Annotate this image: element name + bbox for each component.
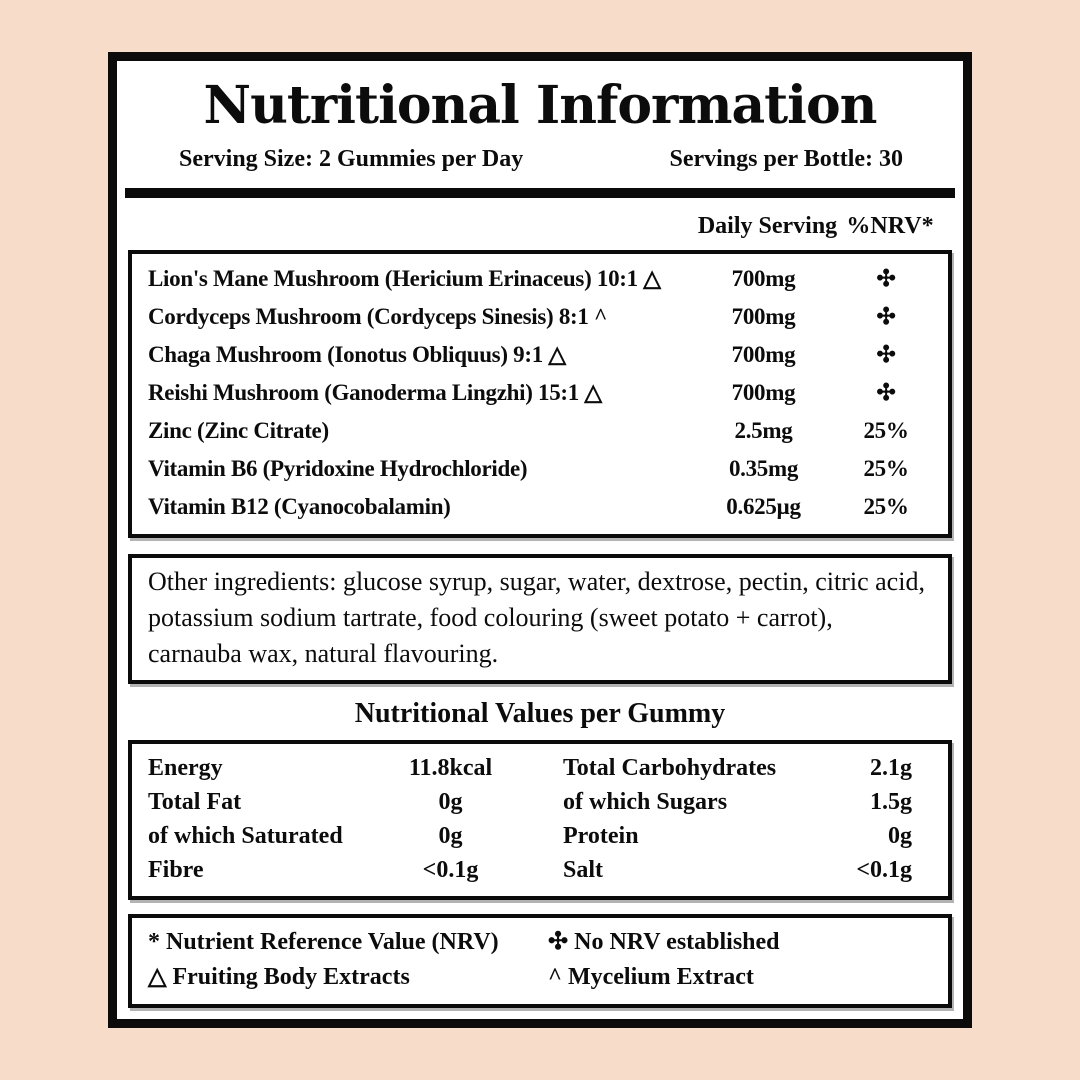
ingredient-amount: 700mg [731, 266, 796, 291]
table-row [148, 450, 936, 488]
ingredient-name: Vitamin B12 (Cyanocobalamin) [148, 494, 451, 519]
ingredient-nrv-percent: 25% [863, 418, 909, 443]
nutrition-label-card [108, 52, 972, 1028]
footnote-fruiting-body: △ Fruiting Body Extracts [148, 964, 410, 990]
column-header-daily-serving: Daily Serving [697, 212, 838, 239]
value-amount: 0g [888, 823, 912, 849]
no-nrv-cross-icon: ✣ [876, 266, 896, 291]
no-nrv-cross-icon: ✣ [876, 380, 896, 405]
no-nrv-cross-icon: ✣ [876, 342, 896, 367]
table-row [148, 374, 936, 412]
value-label: Protein [563, 823, 639, 849]
value-amount: 2.1g [870, 755, 912, 781]
table-row [148, 336, 936, 374]
ingredient-amount: 700mg [731, 304, 796, 329]
ingredient-amount: 700mg [731, 342, 796, 367]
value-amount: 0g [438, 789, 463, 815]
ingredient-amount: 0.625µg [726, 494, 801, 519]
value-amount: <0.1g [422, 857, 479, 883]
supplement-table [128, 250, 952, 538]
servings-per-bottle-text: Servings per Bottle: 30 [669, 146, 903, 172]
no-nrv-cross-icon: ✣ [876, 304, 896, 329]
footnote-nrv-definition: * Nutrient Reference Value (NRV) [148, 929, 499, 955]
ingredient-amount: 0.35mg [728, 456, 799, 481]
value-amount: 0g [438, 823, 463, 849]
ingredient-name: Vitamin B6 (Pyridoxine Hydrochloride) [148, 456, 528, 481]
column-header-nrv: %NRV* [846, 212, 934, 239]
ingredient-nrv-percent: 25% [863, 456, 909, 481]
table-row [148, 298, 936, 336]
serving-size-text: Serving Size: 2 Gummies per Day [179, 146, 524, 172]
values-per-gummy-table [128, 740, 952, 900]
other-ingredients-box [128, 554, 952, 684]
ingredient-name: Lion's Mane Mushroom (Hericium Erinaceus) 10:1 △ [148, 266, 661, 291]
supplement-table-header [128, 210, 952, 242]
value-label: Total Carbohydrates [563, 755, 777, 781]
table-row [148, 488, 936, 526]
ingredient-nrv-percent: 25% [863, 494, 909, 519]
footnote-no-nrv: ✣ No NRV established [548, 929, 780, 955]
values-per-gummy-heading: Nutritional Values per Gummy [354, 698, 726, 729]
ingredient-name: Reishi Mushroom (Ganoderma Lingzhi) 15:1 △ [148, 380, 602, 405]
ingredient-name: Zinc (Zinc Citrate) [148, 418, 329, 443]
values-row [148, 853, 912, 887]
footnote-mycelium: ^ Mycelium Extract [548, 964, 754, 990]
value-label: Fibre [148, 857, 204, 883]
serving-info-row [117, 144, 963, 174]
ingredient-amount: 2.5mg [734, 418, 793, 443]
values-row [148, 785, 912, 819]
other-ingredients-text: Other ingredients: glucose syrup, sugar, water, dextrose, pectin, citric acid, potassium sodium tartrate, food colouring (sweet potato + carrot), carnauba wax, natural flavouring. [148, 567, 925, 668]
value-amount: 1.5g [870, 789, 912, 815]
value-label: of which Saturated [148, 823, 343, 849]
values-row [148, 819, 912, 853]
ingredient-name: Cordyceps Mushroom (Cordyceps Sinesis) 8:1 ^ [148, 304, 608, 329]
thick-divider-bar [125, 188, 955, 198]
table-row [148, 260, 936, 298]
value-amount: 11.8kcal [408, 755, 493, 781]
value-amount: <0.1g [856, 857, 912, 883]
page-title: Nutritional Information [203, 75, 877, 136]
value-label: Total Fat [148, 789, 242, 815]
value-label: Energy [148, 755, 223, 781]
footnotes-box [128, 914, 952, 1008]
value-label: of which Sugars [563, 789, 728, 815]
values-row [148, 751, 912, 785]
value-label: Salt [563, 857, 604, 883]
ingredient-amount: 700mg [731, 380, 796, 405]
table-row [148, 412, 936, 450]
ingredient-name: Chaga Mushroom (Ionotus Obliquus) 9:1 △ [148, 342, 566, 367]
